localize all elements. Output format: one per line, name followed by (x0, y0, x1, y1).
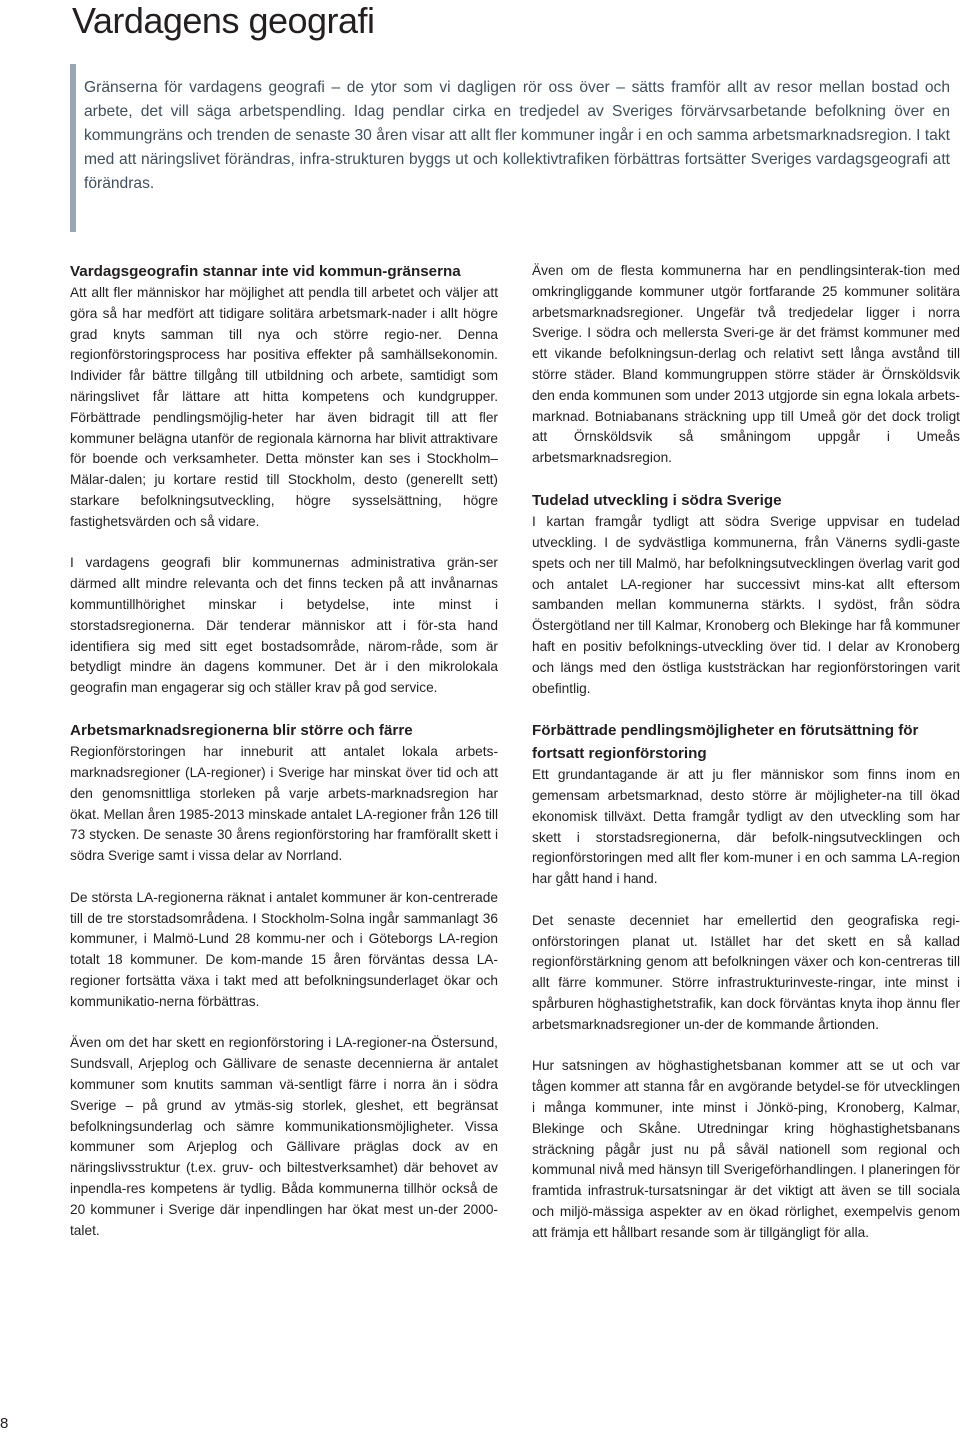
left-paragraph-3: Regionförstoringen har inneburit att antalet lokala arbets-marknadsregioner (LA-regioner) i Sverige har minskat över tid och att den genomsnittliga storleken på varje arbets-marknadsregion har ökat. Mellan åren 1985-2013 minskade antalet LA-regioner från 126 till 73 stycken. De senaste 30 årens regionförstoring har framförallt skett i södra Sverige samt i vissa delar av Norrland. (70, 744, 498, 864)
left-paragraph-5: Även om det har skett en regionförstoring i LA-regioner-na Östersund, Sundsvall, Arjeplog och Gällivare de senaste decennierna är antalet kommuner som knutits samman vä-sentligt färre i norra än i södra Sverige – på grund av ytmäs-sig storlek, gleshet, ett begränsat befolkningsunderlag och sämre kommunikationsmöjligheter. Vissa kommuner som Arjeplog och Gällivare präglas dock av en näringslivsstruktur (t.ex. gruv- och biltestverksamhet) där behovet av inpendla-res kompetens är tydlig. Båda kommunerna tillhör också de 20 kommuner i Sverige där inpendlingen har ökat mest un-der 2000-talet. (70, 1035, 498, 1238)
ingress-text: Gränserna för vardagens geografi – de ytor som vi dagligen rör oss över – sätts framför allt av resor mellan bostad och arbete, det vill säga arbetspendling. Idag pendlar cirka en tredjedel av Sveriges förvärvsarbetande befolkning över en kommungräns och trenden de senaste 30 åren visar att allt fler kommuner ingår i en och samma arbetsmarknadsregion. I takt med att näringslivet förändras, infra-strukturen byggs ut och kollektivtrafiken förbättras fortsätter Sveriges vardagsgeografi att förändras. (84, 79, 950, 192)
left-column (70, 261, 498, 1241)
page-title: Vardagens geografi (72, 0, 375, 41)
ingress-accent-bar (70, 64, 76, 232)
ingress-block (70, 64, 960, 232)
section-heading-arbetsmarknadsregioner: Arbetsmarknadsregionerna blir större och färre (70, 721, 413, 739)
right-paragraph-3: Ett grundantagande är att ju fler människor som finns inom en gemensam arbetsmarknad, desto större är möjligheter-na till ökad ekonomisk tillväxt. Detta framgår tydligt av den utveckling som har skett i storstadsregionerna, där befolk-ningsutvecklingen och regionförstoringen med allt fler kom-muner i en och samma LA-region har gått hand i hand. (532, 767, 960, 887)
right-paragraph-5: Hur satsningen av höghastighetsbanan kommer att se ut och var tågen kommer att stanna får en avgörande betydel-se för utvecklingen i många kommuner, inte minst i Jönkö-ping, Kronoberg, Kalmar, Blekinge och Skåne. Utredningar kring höghastighetsbanans sträckning pågår just nu på såväl nationell som regional och kommunal nivå med hänsyn till Sverigeförhandlingen. I planeringen för framtida infrastruk-tursatsningar är det viktigt att även se till sociala och miljö-mässiga aspekter av en ökad rörlighet, exempelvis genom att främja ett hållbart resande som är tillgängligt för alla. (532, 1058, 960, 1240)
right-paragraph-4: Det senaste decenniet har emellertid den geografiska regi-onförstoringen planat ut. Istället har det skett en så kallad regionförstärkning genom att befolkningen växer och kon-centreras till allt färre kommuner. Större infrastrukturinveste-ringar, inte minst i spårburen höghastighetstrafik, kan dock förväntas knyta ihop ännu fler arbetsmarknadsregioner un-der de kommande årtionden. (532, 912, 960, 1032)
section-heading-pendlingsmojligheter: Förbättrade pendlingsmöjligheter en förutsättning för fortsatt regionförstoring (532, 722, 919, 762)
left-paragraph-4: De största LA-regionerna räknat i antalet kommuner är kon-centrerade till de tre storstadsområdena. I Stockholm-Solna ingår sammanlagt 36 kommuner, i Malmö-Lund 28 kommu-ner och i Göteborgs LA-region totalt 18 kommuner. De kom-mande 15 åren förväntas dessa LA-regioner fortsätta växa i takt med att befolkningsunderlaget ökar och kommunikatio-nerna förbättras. (70, 889, 498, 1009)
page-number: 8 (0, 1415, 9, 1432)
section-heading-tudelad-utveckling: Tudelad utveckling i södra Sverige (532, 491, 782, 509)
right-column (532, 261, 960, 1244)
right-paragraph-2: I kartan framgår tydligt att södra Sverige uppvisar en tudelad utveckling. I de sydvästliga kommunerna, från Vänerns sydli-gaste spets och ner till Malmö, har befolkningsutvecklingen överlag varit god och antalet LA-regioner har successivt mins-kat allt eftersom sambanden mellan kommunerna stärkts. I sydöst, från södra Östergötland ner till Kalmar, Kronoberg och Blekinge har få kommuner haft en positiv befolknings-utveckling över tid. I delar av Kronoberg och längs med den östliga kuststräckan har regionförstoringen varit obefintlig. (532, 514, 960, 696)
left-paragraph-1: Att allt fler människor har möjlighet att pendla till arbetet och väljer att göra så har medfört att tidigare solitära arbetsmark-nader i allt högre grad knyts samman till nya och större regio-ner. Denna regionförstoringsprocess har positiva effekter på samhällsekonomin. Individer får bättre tillgång till utbildning och arbete, samtidigt som näringslivet får lättare att hitta kompetens och kundgrupper. Förbättrade pendlingsmöjlig-heter har även bidragit till att fler kommuner belägna utanför de regionala kärnorna har blivit attraktivare för boende och verksamheter. Detta mönster kan ses i Stockholm–Mälar-dalen; ju kortare restid till Stockholm, desto (generellt sett) starkare befolkningsutveckling, högre sysselsättning, högre fastighetsvärden och så vidare. (70, 285, 498, 529)
lead-heading: Vardagsgeografin stannar inte vid kommun-gränserna (70, 263, 461, 280)
right-paragraph-1: Även om de flesta kommunerna har en pendlingsinterak-tion med omkringliggande kommuner utgör fortfarande 25 kommuner solitära arbetsmarknadsregioner. Ungefär två tredjedelar ligger i norra Sverige. I södra och mellersta Sveri-ge är det främst kommuner med ett vikande befolkningsun-derlag och relativt sett långa avstånd till större städer. Bland kommungruppen större städer är Örnsköldsvik den enda kommunen som under 2013 utgjorde sin egna lokala arbets-marknad. Botniabanans sträckning upp till Umeå gör det dock troligt att Örnsköldsvik så småningom uppgår i Umeås arbetsmarknadsregion. (532, 263, 960, 466)
left-paragraph-2: I vardagens geografi blir kommunernas administrativa grän-ser därmed allt mindre relevanta och det finns tecken på att invånarnas kommuntillhörighet minskar i betydelse, inte minst i storstadsregionerna. Där tenderar människor att i för-sta hand identifiera sig med sitt eget bostadsområde, närom-råde, som är betydligt mindre än dagens kommuner. Det är i den mikrolokala geografin man engagerar sig och ställer krav på god service. (70, 555, 498, 696)
